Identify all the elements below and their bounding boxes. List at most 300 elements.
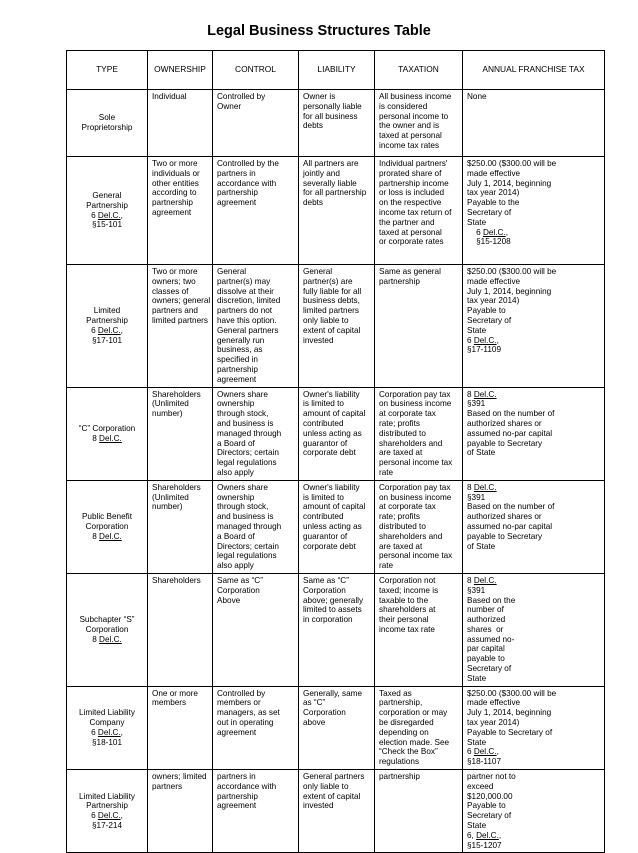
statute-reference: Del.C.	[473, 747, 497, 757]
cell-text-line: is limited to	[303, 492, 344, 502]
cell-text-line: Owner is	[303, 92, 336, 101]
statute-reference: Del.C.	[97, 325, 121, 335]
cell-text-line: on business income	[379, 399, 452, 409]
cell-text-line: Company	[89, 718, 125, 728]
cell-text-line: July 1, 2014, beginning	[467, 708, 552, 718]
column-header-control: CONTROL	[213, 51, 299, 90]
statute-reference: Del.C.	[482, 227, 506, 237]
cell-text-line: rate	[379, 467, 394, 477]
cell-text-line: managed through	[217, 521, 282, 531]
cell-text-line: personal income tax	[379, 551, 453, 561]
cell-text-line: 6 Del.C.,	[91, 727, 123, 737]
cell-text-line: 6 Del.C.,	[91, 811, 123, 821]
cell-text-line: classes of	[152, 286, 189, 296]
cell-text-line: Corporation	[217, 585, 260, 595]
taxation-cell	[375, 90, 463, 157]
cell-text-line: partnership	[217, 188, 258, 198]
cell-text-line: unless acting as	[303, 521, 362, 531]
cell-text-line: (Unlimited	[152, 399, 189, 409]
cell-text-line: for all partnership	[303, 188, 367, 198]
control-cell	[213, 90, 299, 157]
cell-text-line: 6 Del.C.,	[467, 227, 508, 237]
cell-text-line: unless acting as	[303, 428, 362, 438]
cell-text-line: tax year 2014)	[467, 718, 520, 728]
cell-text-line: income tax rate	[379, 624, 435, 634]
taxation-cell	[375, 157, 463, 265]
type-cell	[67, 770, 148, 853]
cell-text-line: shares or	[467, 624, 504, 634]
cell-text-line: Owner's liability	[303, 389, 360, 399]
cell-text-line: General partners	[217, 325, 279, 335]
cell-text-line: State	[467, 673, 487, 683]
cell-text-line: number)	[152, 409, 183, 419]
cell-text-line: State	[467, 217, 487, 227]
franchise-tax-cell	[463, 573, 605, 686]
cell-text-line: or corporate rates	[379, 237, 444, 247]
cell-text-line: guarantor of	[303, 438, 348, 448]
cell-text-line: partners and	[152, 306, 198, 316]
cell-text-line: partnership,	[379, 698, 423, 708]
cell-text-line: §18-1107	[467, 757, 501, 767]
cell-text-line: General	[217, 267, 247, 276]
cell-text-line: managers, as set	[217, 708, 280, 718]
cell-text-line: agreement	[152, 207, 192, 217]
cell-text-line: 8 Del.C.	[467, 575, 497, 585]
cell-text-line: §15-1208	[467, 237, 511, 247]
cell-text-line: taxable to the	[379, 595, 429, 605]
cell-text-line: business debts,	[303, 296, 360, 306]
statute-reference: Del.C.	[99, 634, 122, 644]
cell-text-line: also apply	[217, 561, 254, 571]
cell-text-line: Based on the number of	[467, 502, 555, 512]
cell-text-line: taxed at personal	[379, 227, 442, 237]
franchise-tax-cell	[463, 686, 605, 769]
table-row	[67, 90, 605, 157]
type-cell	[67, 480, 148, 573]
cell-text-line: assumed no-par capital	[467, 428, 553, 438]
cell-text-line: Controlled by the	[217, 159, 279, 168]
cell-text-line: §15-1207	[467, 840, 502, 850]
cell-text-line: through stock,	[217, 502, 269, 512]
cell-text-line: taxed; income is	[379, 585, 439, 595]
taxation-cell	[375, 686, 463, 769]
cell-text-line: Controlled by	[217, 688, 266, 698]
cell-text-line: General partners	[303, 772, 365, 782]
cell-text-line: partners in	[217, 772, 256, 782]
cell-text-line: partner(s) are	[303, 276, 353, 286]
cell-text-line: §17-214	[91, 821, 123, 831]
cell-text-line: payable to Secretary	[467, 531, 543, 541]
taxation-cell	[375, 573, 463, 686]
cell-text-line: Secretary of	[467, 315, 512, 325]
type-cell	[67, 265, 148, 388]
statute-reference: Del.C.	[97, 727, 121, 737]
cell-text-line: 6 Del.C.,	[91, 325, 123, 335]
cell-text-line: State	[467, 737, 487, 747]
cell-text-line: §17-1109	[467, 345, 501, 355]
cell-text-line: extent of capital	[303, 791, 361, 801]
cell-text-line: 6 Del.C.,	[91, 210, 123, 220]
cell-text-line: in corporation	[303, 615, 353, 625]
ownership-cell	[148, 686, 213, 769]
cell-text-line: partnership	[152, 198, 193, 208]
cell-text-line: made effective	[467, 276, 521, 286]
cell-text-line: discretion, limited	[217, 296, 281, 306]
cell-text-line: and business is	[217, 418, 274, 428]
cell-text-line: Limited	[93, 306, 121, 316]
cell-text-line: State	[467, 325, 487, 335]
cell-text-line: ownership	[217, 492, 255, 502]
cell-text-line: according to	[152, 188, 197, 198]
cell-text-line: contributed	[303, 512, 344, 522]
cell-text-line: General	[303, 267, 333, 276]
cell-text-line: is limited to	[303, 399, 344, 409]
control-cell	[213, 387, 299, 480]
cell-text-line: Directors; certain	[217, 448, 279, 458]
type-cell	[67, 157, 148, 265]
cell-text-line: specified in	[217, 355, 258, 365]
cell-text-line: jointly and	[303, 168, 340, 178]
cell-text-line: Individual partners'	[379, 159, 448, 168]
cell-text-line: “C” Corporation	[78, 423, 136, 433]
cell-text-line: the partner and	[379, 217, 435, 227]
table-row	[67, 686, 605, 769]
cell-text-line: out in operating	[217, 718, 274, 728]
column-header-taxation: TAXATION	[375, 51, 463, 90]
cell-text-line: through stock,	[217, 409, 269, 419]
cell-text-line: Secretary of	[467, 811, 512, 821]
cell-text-line: Owner's liability	[303, 482, 360, 492]
type-cell	[67, 573, 148, 686]
cell-text-line: on business income	[379, 492, 452, 502]
cell-text-line: made effective	[467, 698, 521, 708]
cell-text-line: $250.00 ($300.00 will be	[467, 159, 557, 168]
ownership-cell	[148, 90, 213, 157]
cell-text-line: Owners share	[217, 482, 268, 492]
cell-text-line: limited to assets	[303, 605, 362, 615]
cell-text-line: payable to Secretary	[467, 438, 543, 448]
table-row	[67, 573, 605, 686]
cell-text-line: Limited Liability	[79, 708, 135, 718]
cell-text-line: Owners share	[217, 389, 268, 399]
cell-text-line: Two or more	[152, 267, 198, 276]
cell-text-line: State	[467, 821, 487, 831]
cell-text-line: for all business	[303, 111, 358, 121]
cell-text-line: Based on the number of	[467, 409, 555, 419]
table-row	[67, 387, 605, 480]
table-row	[67, 480, 605, 573]
control-cell	[213, 157, 299, 265]
cell-text-line: personally liable	[303, 101, 362, 111]
cell-text-line: partnership	[379, 276, 420, 286]
cell-text-line: legal regulations	[217, 458, 277, 468]
statute-reference: Del.C.	[99, 531, 122, 541]
cell-text-line: their personal	[379, 615, 429, 625]
cell-text-line: of State	[467, 448, 496, 458]
table-body	[67, 90, 605, 853]
cell-text-line: §17-101	[91, 335, 123, 345]
column-header-ownership: OWNERSHIP	[148, 51, 213, 90]
cell-text-line: limited partners	[152, 315, 208, 325]
cell-text-line: 8 Del.C.	[92, 433, 122, 443]
cell-text-line: partnership	[217, 364, 258, 374]
franchise-tax-cell	[463, 387, 605, 480]
cell-text-line: 6 Del.C.,	[467, 747, 499, 757]
type-cell	[67, 686, 148, 769]
cell-text-line: partner(s) may	[217, 276, 271, 286]
cell-text-line: 8 Del.C.	[92, 634, 122, 644]
cell-text-line: individuals or	[152, 168, 200, 178]
cell-text-line: are taxed at	[379, 541, 423, 551]
cell-text-line: Shareholders	[152, 575, 201, 585]
statute-reference: Del.C.	[476, 830, 499, 840]
cell-text-line: Sole	[98, 113, 116, 123]
cell-text-line: personal income to	[379, 111, 449, 121]
cell-text-line: Corporation	[85, 624, 129, 634]
liability-cell	[299, 387, 375, 480]
cell-text-line: Secretary of	[467, 664, 512, 674]
cell-text-line: Individual	[152, 92, 187, 101]
header-row	[67, 51, 605, 90]
cell-text-line: prorated share of	[379, 168, 442, 178]
cell-text-line: rate	[379, 561, 394, 571]
cell-text-line: severally liable	[303, 178, 357, 188]
cell-text-line: Directors; certain	[217, 541, 279, 551]
cell-text-line: above; generally	[303, 595, 364, 605]
cell-text-line: All partners are	[303, 159, 359, 168]
statute-reference: Del.C.	[473, 482, 497, 492]
statute-reference: Del.C.	[473, 335, 497, 345]
cell-text-line: distributed to	[379, 521, 426, 531]
cell-text-line: is considered	[379, 101, 428, 111]
business-structures-table	[66, 50, 605, 853]
table-row	[67, 157, 605, 265]
cell-text-line: amount of capital	[303, 409, 366, 419]
cell-text-line: amount of capital	[303, 502, 366, 512]
cell-text-line: $250.00 ($300.00 will be	[467, 267, 557, 276]
ownership-cell	[148, 387, 213, 480]
statute-reference: Del.C.	[97, 210, 121, 220]
ownership-cell	[148, 770, 213, 853]
cell-text-line: 6, Del.C.,	[467, 830, 502, 840]
cell-text-line: partners	[152, 781, 183, 791]
cell-text-line: payable to	[467, 654, 505, 664]
cell-text-line: §18-101	[91, 737, 123, 747]
cell-text-line: distributed to	[379, 428, 426, 438]
cell-text-line: partners in	[217, 168, 256, 178]
cell-text-line: invested	[303, 801, 334, 811]
cell-text-line: exceed	[467, 781, 494, 791]
liability-cell	[299, 157, 375, 265]
cell-text-line: guarantor of	[303, 531, 348, 541]
cell-text-line: Payable to Secretary of	[467, 727, 553, 737]
cell-text-line: dissolve at their	[217, 286, 274, 296]
cell-text-line: owners; general	[152, 296, 211, 306]
cell-text-line: Payable to	[467, 306, 506, 316]
cell-text-line: partnership income	[379, 178, 449, 188]
cell-text-line: legal regulations	[217, 551, 277, 561]
control-cell	[213, 265, 299, 388]
cell-text-line: All business income	[379, 92, 452, 101]
franchise-tax-cell	[463, 770, 605, 853]
cell-text-line: Public Benefit	[81, 512, 133, 522]
cell-text-line: Subchapter “S”	[79, 615, 135, 625]
cell-text-line: tax year 2014)	[467, 188, 520, 198]
cell-text-line: at corporate tax	[379, 502, 436, 512]
taxation-cell	[375, 265, 463, 388]
cell-text-line: partner not to	[467, 772, 516, 782]
cell-text-line: authorized shares or	[467, 512, 542, 522]
cell-text-line: corporate debt	[303, 541, 356, 551]
cell-text-line: Partnership	[86, 200, 128, 210]
control-cell	[213, 480, 299, 573]
cell-text-line: $250.00 ($300.00 will be	[467, 688, 557, 698]
cell-text-line: extent of capital	[303, 325, 361, 335]
cell-text-line: income tax return of	[379, 207, 452, 217]
cell-text-line: or loss is included	[379, 188, 445, 198]
statute-reference: Del.C.	[473, 389, 497, 399]
cell-text-line: §391	[467, 585, 486, 595]
cell-text-line: business, as	[217, 345, 263, 355]
liability-cell	[299, 686, 375, 769]
cell-text-line: a Board of	[217, 438, 255, 448]
cell-text-line: ownership	[217, 399, 255, 409]
cell-text-line: income tax rates	[379, 140, 440, 150]
control-cell	[213, 573, 299, 686]
cell-text-line: corporation or may	[379, 708, 448, 718]
cell-text-line: number of	[467, 605, 504, 615]
taxation-cell	[375, 480, 463, 573]
cell-text-line: the owner and is	[379, 121, 440, 131]
taxation-cell	[375, 770, 463, 853]
cell-text-line: managed through	[217, 428, 282, 438]
cell-text-line: Partnership	[86, 801, 128, 811]
cell-text-line: agreement	[217, 727, 257, 737]
liability-cell	[299, 265, 375, 388]
cell-text-line: as “C”	[303, 698, 326, 708]
cell-text-line: Limited Liability	[79, 791, 135, 801]
cell-text-line: shareholders at	[379, 605, 436, 615]
statute-reference: Del.C.	[473, 575, 497, 585]
type-cell	[67, 90, 148, 157]
control-cell	[213, 770, 299, 853]
cell-text-line: Corporation	[303, 585, 346, 595]
cell-text-line: owners; two	[152, 276, 196, 286]
cell-text-line: July 1, 2014, beginning	[467, 286, 552, 296]
statute-reference: Del.C.	[97, 811, 121, 821]
cell-text-line: 8 Del.C.	[467, 482, 497, 492]
control-cell	[213, 686, 299, 769]
column-header-annual-franchise-tax: ANNUAL FRANCHISE TAX	[463, 51, 605, 90]
cell-text-line: corporate debt	[303, 448, 356, 458]
cell-text-line: July 1, 2014, beginning	[467, 178, 552, 188]
cell-text-line: made effective	[467, 168, 521, 178]
cell-text-line: authorized shares or	[467, 418, 542, 428]
cell-text-line: Same as general	[379, 267, 441, 276]
cell-text-line: of State	[467, 541, 496, 551]
cell-text-line: 8 Del.C.	[92, 531, 122, 541]
cell-text-line: above	[303, 718, 326, 728]
cell-text-line: Shareholders	[152, 482, 201, 492]
franchise-tax-cell	[463, 480, 605, 573]
cell-text-line: One or more	[152, 688, 198, 698]
cell-text-line: shareholders and	[379, 531, 443, 541]
liability-cell	[299, 573, 375, 686]
franchise-tax-cell	[463, 265, 605, 388]
cell-text-line: limited partners	[303, 306, 359, 316]
cell-text-line: owners; limited	[152, 772, 207, 782]
cell-text-line: Corporation pay tax	[379, 482, 451, 492]
cell-text-line: par capital	[467, 644, 505, 654]
cell-text-line: §391	[467, 399, 486, 409]
cell-text-line: members	[152, 698, 187, 708]
cell-text-line: General	[92, 190, 122, 200]
statute-reference: Del.C.	[99, 433, 122, 443]
liability-cell	[299, 770, 375, 853]
liability-cell	[299, 480, 375, 573]
cell-text-line: agreement	[217, 801, 257, 811]
cell-text-line: debts	[303, 198, 324, 208]
cell-text-line: Same as “C”	[217, 575, 263, 585]
page-title: Legal Business Structures Table	[207, 23, 431, 39]
cell-text-line: (Unlimited	[152, 492, 189, 502]
cell-text-line: assumed no-	[467, 634, 515, 644]
ownership-cell	[148, 573, 213, 686]
cell-text-line: assumed no-par capital	[467, 521, 553, 531]
cell-text-line: Corporation not	[379, 575, 436, 585]
cell-text-line: Corporation	[303, 708, 346, 718]
cell-text-line: Above	[217, 595, 241, 605]
cell-text-line: Secretary of	[467, 207, 512, 217]
cell-text-line: rate; profits	[379, 512, 420, 522]
cell-text-line: None	[467, 92, 487, 101]
cell-text-line: “Check the Box”	[379, 747, 438, 757]
cell-text-line: be disregarded	[379, 718, 434, 728]
cell-text-line: contributed	[303, 418, 344, 428]
franchise-tax-cell	[463, 90, 605, 157]
cell-text-line: Same as “C”	[303, 575, 349, 585]
cell-text-line: partners do not	[217, 306, 273, 316]
cell-text-line: shareholders and	[379, 438, 443, 448]
cell-text-line: agreement	[217, 198, 257, 208]
cell-text-line: 6 Del.C.,	[467, 335, 499, 345]
cell-text-line: number)	[152, 502, 183, 512]
cell-text-line: regulations	[379, 757, 420, 767]
cell-text-line: partnership	[217, 791, 258, 801]
cell-text-line: debts	[303, 121, 324, 131]
table-row	[67, 265, 605, 388]
cell-text-line: fully liable for all	[303, 286, 362, 296]
cell-text-line: Controlled by	[217, 92, 266, 101]
ownership-cell	[148, 480, 213, 573]
franchise-tax-cell	[463, 157, 605, 265]
cell-text-line: tax year 2014)	[467, 296, 520, 306]
cell-text-line: invested	[303, 335, 334, 345]
cell-text-line: Based on the	[467, 595, 516, 605]
cell-text-line: depending on	[379, 727, 429, 737]
cell-text-line: Two or more	[152, 159, 198, 168]
taxation-cell	[375, 387, 463, 480]
cell-text-line: authorized	[467, 615, 506, 625]
cell-text-line: also apply	[217, 467, 254, 477]
cell-text-line: have this option.	[217, 315, 277, 325]
ownership-cell	[148, 265, 213, 388]
cell-text-line: a Board of	[217, 531, 255, 541]
cell-text-line: only liable to	[303, 781, 349, 791]
cell-text-line: taxed at personal	[379, 131, 442, 141]
cell-text-line: Proprietorship	[81, 123, 133, 132]
cell-text-line: $120,000.00	[467, 791, 513, 801]
